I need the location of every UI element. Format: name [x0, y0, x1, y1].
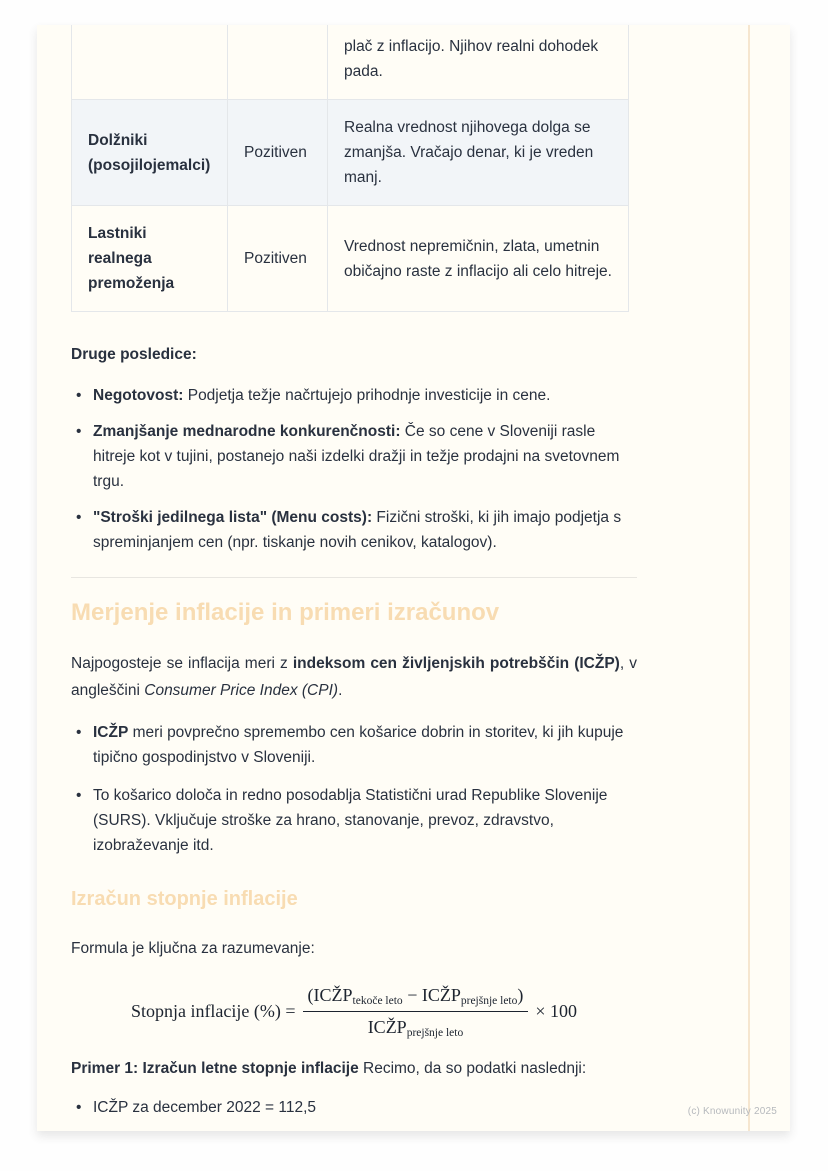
table-cell-group: Lastniki realnega premoženja	[72, 206, 228, 312]
list-item-text: ICŽP za december 2022 = 112,5	[93, 1099, 317, 1116]
intro-paragraph	[71, 650, 637, 704]
list-item	[71, 505, 637, 555]
list-item-text: Fizični stroški, ki jih imajo podjetja s spreminjanjem cen (npr. tiskanje novih cenikov, katalogov).	[93, 509, 622, 551]
document-page	[37, 25, 790, 1131]
subsection-heading: Izračun stopnje inflacije	[71, 888, 298, 910]
paragraph-italic: Consumer Price Index (CPI)	[144, 682, 339, 699]
table-cell-effect: Pozitiven	[228, 206, 328, 312]
table-row	[72, 25, 629, 100]
list-item-lead: Negotovost:	[93, 387, 184, 404]
table-cell-effect: Pozitiven	[228, 100, 328, 206]
formula-intro: Formula je ključna za razumevanje:	[71, 940, 315, 957]
formula-denominator: $ICŽP_{prejšnje leto}$	[367, 1017, 464, 1039]
list-item-text: To košarico določa in redno posodablja Statistični urad Republike Slovenije (SURS). Vključuje stroške za hrano, stanovanje, prevoz, zdravstvo, izobraževanje itd.	[93, 787, 608, 854]
table-cell-description: Vrednost nepremičnin, zlata, umetnin običajno raste z inflacijo ali celo hitreje.	[328, 206, 629, 312]
paragraph-text: .	[338, 682, 343, 699]
list-item-lead: ICŽP	[93, 724, 129, 741]
list-item-text: Podjetja težje načrtujejo prihodnje investicije in cene.	[183, 387, 551, 404]
table-cell-group	[72, 25, 228, 100]
section-heading: Merjenje inflacije in primeri izračunov	[71, 599, 500, 626]
table-cell-effect	[228, 25, 328, 100]
list-item	[71, 720, 637, 770]
paragraph-text: , v angleščini	[71, 655, 638, 699]
formula-rhs: × 100	[535, 1001, 578, 1021]
table-row	[72, 100, 629, 206]
list-item	[71, 783, 637, 858]
section-label: Druge posledice:	[71, 346, 197, 363]
table-cell-description: plač z inflacijo. Njihov realni dohodek pada.	[328, 25, 629, 100]
example-lead: Primer 1: Izračun letne stopnje inflacije	[71, 1060, 359, 1077]
list-item	[71, 419, 637, 494]
example-text: Recimo, da so podatki naslednji:	[358, 1060, 587, 1077]
divider	[71, 577, 637, 578]
list-item	[71, 1095, 637, 1120]
example-paragraph	[71, 1056, 637, 1081]
formula-numerator: ($ICŽP_{tekoče leto}$ − $ICŽP_{prejšnje leto}$)	[303, 983, 529, 1012]
inflation-formula	[71, 983, 637, 1040]
table-cell-group: Dolžniki (posojilojemalci)	[72, 100, 228, 206]
paragraph-bold: indeksom cen življenjskih potrebščin (ICŽP)	[292, 655, 620, 672]
list-item-text: Če so cene v Sloveniji rasle hitreje kot v tujini, postanejo naši izdelki dražji in težje prodajni na svetovnem trgu.	[93, 423, 620, 490]
formula-fraction	[303, 983, 529, 1040]
table-row	[72, 206, 629, 312]
table-cell-description: Realna vrednost njihovega dolga se zmanjša. Vračajo denar, ki je vreden manj.	[328, 100, 629, 206]
example-data-list	[71, 1095, 637, 1120]
page-content	[71, 25, 637, 1120]
paragraph-text: Najpogosteje se inflacija meri z	[71, 655, 293, 672]
consequences-list	[71, 383, 637, 555]
page-accent-line	[748, 25, 750, 1131]
iczp-list	[71, 720, 637, 858]
copyright-notice: (c) Knowunity 2025	[687, 1106, 777, 1117]
list-item-lead: "Stroški jedilnega lista" (Menu costs):	[93, 509, 373, 526]
list-item-lead: Zmanjšanje mednarodne konkurenčnosti:	[93, 423, 401, 440]
list-item-text: meri povprečno spremembo cen košarice dobrin in storitev, ki jih kupuje tipično gospodinjstvo v Sloveniji.	[93, 724, 624, 766]
formula-lhs: Stopnja inflacije (%) =	[130, 1001, 296, 1021]
list-item	[71, 383, 637, 408]
inflation-effects-table	[71, 25, 629, 312]
